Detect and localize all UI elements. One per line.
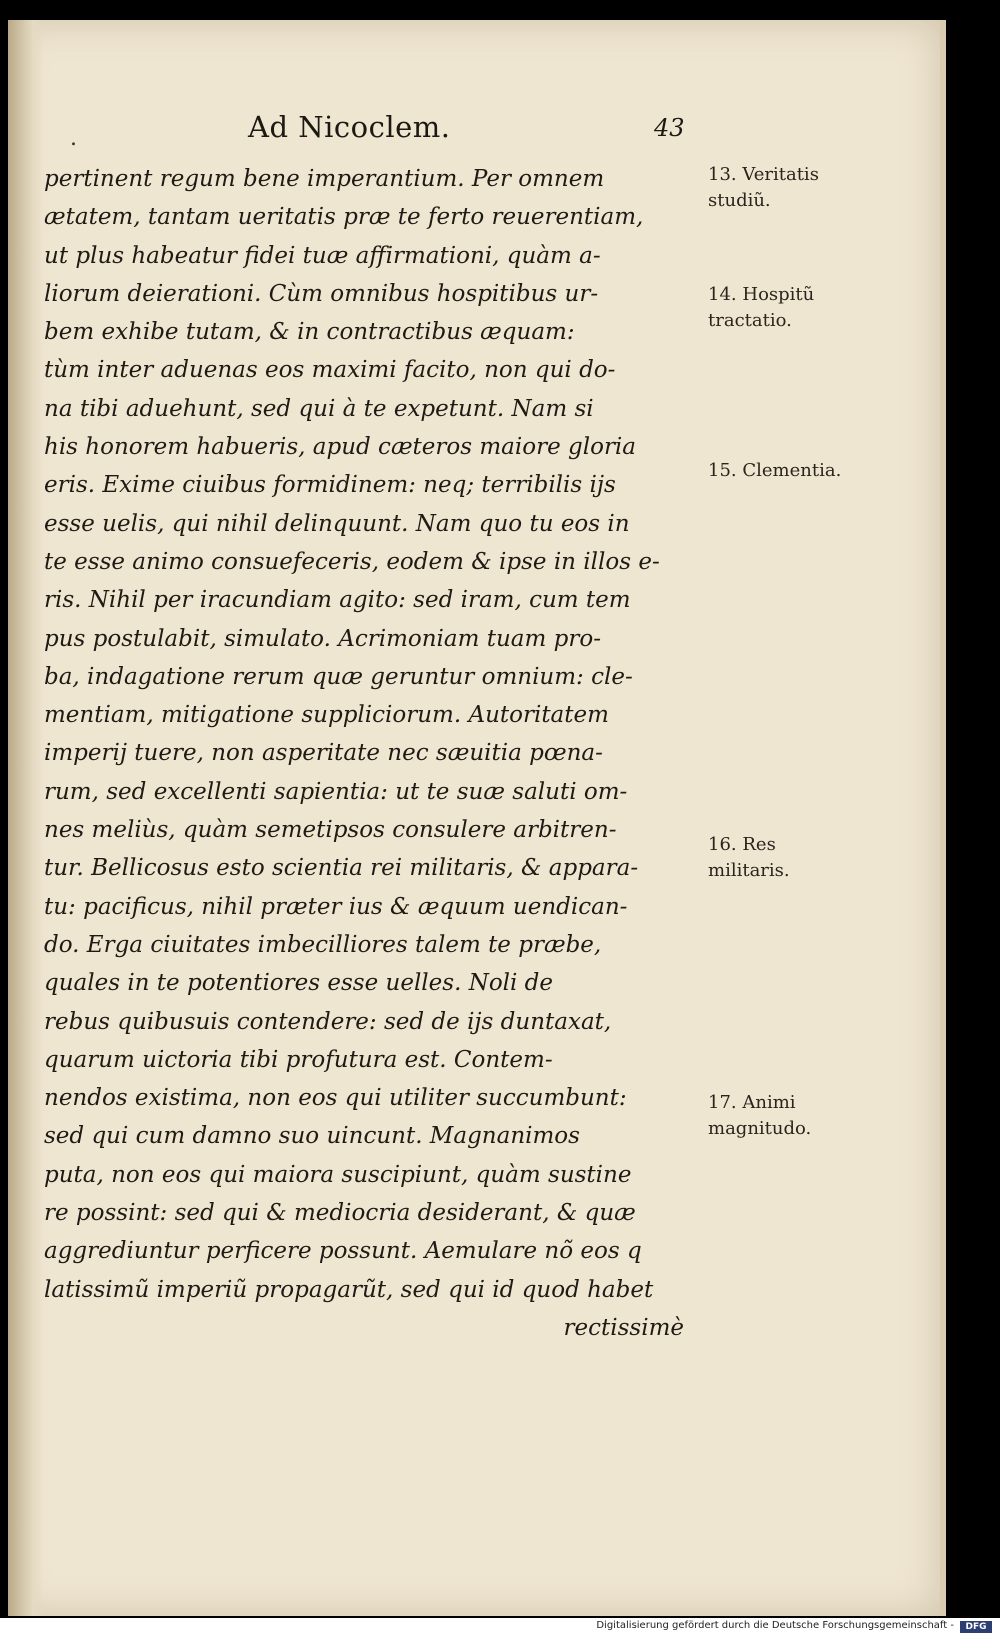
text-line: esse uelis, qui nihil delinquunt. Nam quo tu eos in: [44, 510, 630, 537]
text-line: nes meliùs, quàm semetipsos consulere arbitren-: [44, 817, 617, 844]
text-line: quarum uictoria tibi profutura est. Contem-: [44, 1046, 553, 1073]
text-line: do. Erga ciuitates imbecilliores talem te præbe,: [44, 931, 602, 958]
text-line: tu: pacificus, nihil præter ius & æquum uendican-: [44, 893, 628, 920]
margin-note-number: 13.: [708, 164, 737, 185]
text-line: nendos existima, non eos qui utiliter succumbunt:: [44, 1085, 627, 1112]
running-head: [8, 104, 940, 154]
text-line: latissimũ imperiũ propagarũt, sed qui id quod habet: [44, 1276, 654, 1303]
text-line: puta, non eos qui maiora suscipiunt, quàm sustine: [44, 1161, 632, 1188]
margin-note-hospitum: [708, 282, 848, 334]
margin-note-text: Hospitũ tractatio.: [708, 284, 815, 331]
running-head-title: Ad Nicoclem.: [248, 110, 451, 144]
text-line: tur. Bellicosus esto scientia rei militaris, & appara-: [44, 855, 639, 882]
text-line: aggrediuntur perficere possunt. Aemulare nõ eos q: [44, 1238, 642, 1265]
text-line: na tibi aduehunt, sed qui à te expetunt. Nam si: [44, 395, 594, 422]
page-gutter-shadow: [8, 20, 44, 1616]
text-line: ris. Nihil per iracundiam agito: sed iram, cum tem: [44, 587, 631, 614]
text-line: tùm inter aduenas eos maximi facito, non qui do-: [44, 357, 616, 384]
dfg-logo: DFG: [960, 1621, 992, 1633]
margin-note-number: 14.: [708, 284, 737, 305]
margin-note-text: Animi magnitudo.: [708, 1092, 812, 1139]
margin-note-text: Clementia.: [742, 460, 842, 481]
text-line: ut plus habeatur fidei tuæ affirmationi, quàm a-: [44, 242, 601, 269]
body-text: [44, 160, 694, 1347]
text-line: te esse animo consuefeceris, eodem & ipse in illos e-: [44, 548, 660, 575]
catchword: rectissimè: [563, 1314, 684, 1341]
footer-bar: [0, 1618, 1000, 1636]
margin-note-veritatis: [708, 162, 848, 214]
margin-note-text: Veritatis studiũ.: [708, 164, 819, 211]
margin-note-number: 16.: [708, 834, 737, 855]
text-line: imperij tuere, non asperitate nec sæuitia pœna-: [44, 740, 603, 767]
text-line: mentiam, mitigatione suppliciorum. Autoritatem: [44, 702, 609, 729]
digitization-credit: Digitalisierung gefördert durch die Deutsche Forschungsgemeinschaft -: [596, 1620, 954, 1631]
text-line: pertinent regum bene imperantium. Per omnem: [44, 166, 605, 192]
margin-note-number: 17.: [708, 1092, 737, 1113]
text-line: his honorem habueris, apud cæteros maiore gloria: [44, 434, 637, 461]
text-line: rebus quibusuis contendere: sed de ijs duntaxat,: [44, 1008, 612, 1035]
text-line: re possint: sed qui & mediocria desiderant, & quæ: [44, 1200, 636, 1227]
margin-note-clementia: [708, 458, 848, 484]
text-line: pus postulabit, simulato. Acrimoniam tuam pro-: [44, 625, 601, 652]
page-number: 43: [654, 114, 685, 142]
margin-note-number: 15.: [708, 460, 737, 481]
margin-note-text: Res militaris.: [708, 834, 790, 881]
text-line: quales in te potentiores esse uelles. Noli de: [44, 970, 554, 997]
text-line: ætatem, tantam ueritatis præ te ferto reuerentiam,: [44, 204, 644, 231]
text-line: rum, sed excellenti sapientia: ut te suæ saluti om-: [44, 778, 628, 805]
running-head-dot: .: [70, 126, 77, 151]
text-line: ba, indagatione rerum quæ geruntur omnium: cle-: [44, 663, 633, 690]
margin-note-res-militaris: [708, 832, 848, 884]
margin-note-animi: [708, 1090, 848, 1142]
book-page: [8, 20, 946, 1616]
text-line: eris. Exime ciuibus formidinem: neq; terribilis ijs: [44, 472, 616, 499]
text-line: sed qui cum damno suo uincunt. Magnanimos: [44, 1123, 580, 1150]
text-line: liorum deierationi. Cùm omnibus hospitibus ur-: [44, 280, 599, 307]
text-line: bem exhibe tutam, & in contractibus æquam:: [44, 319, 575, 346]
